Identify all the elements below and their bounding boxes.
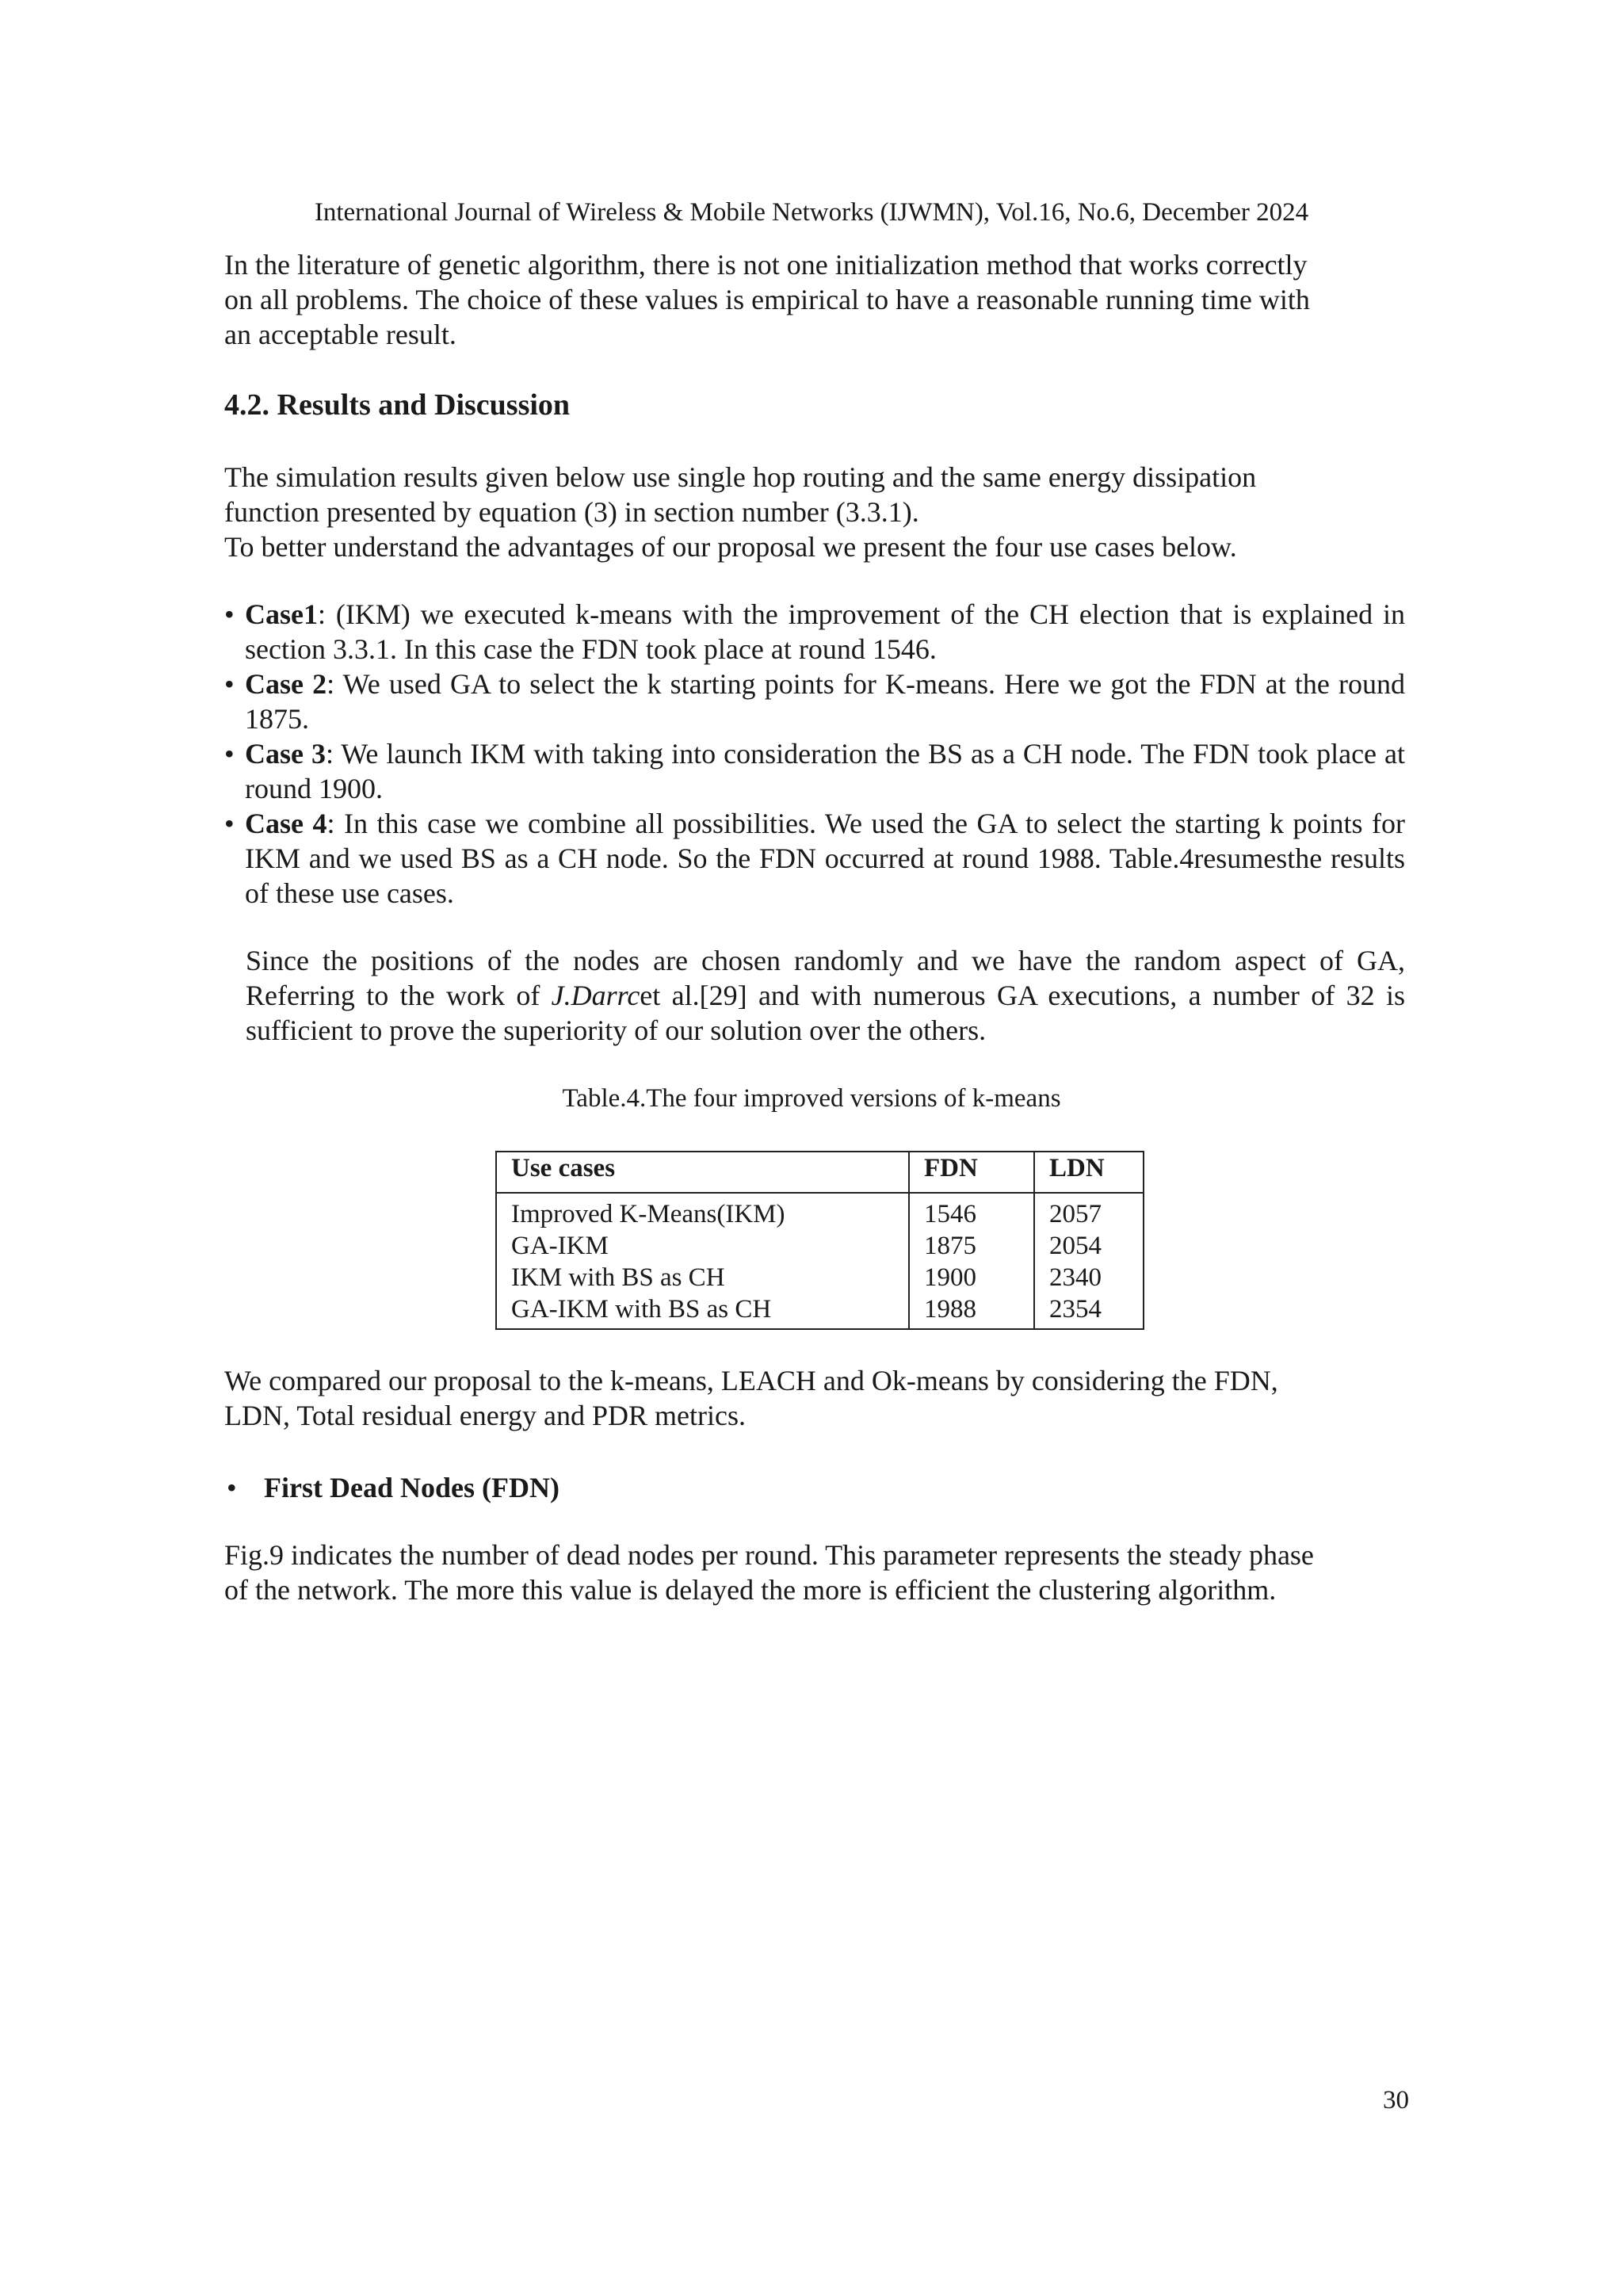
case-label: Case 4	[245, 808, 327, 839]
table-caption: Table.4.The four improved versions of k-means	[562, 1084, 1061, 1113]
page-number: 30	[1383, 2086, 1409, 2115]
table-row	[496, 1293, 1144, 1329]
random-paragraph: Since the positions of the nodes are chosen randomly and we have the random aspect of GA, Referring to the work of J.Darrcet al.[29] and with numerous GA executions, a number of 32 is sufficient to prove the superiority of our solution over the others.	[246, 945, 1405, 1046]
compare-line: LDN, Total residual energy and PDR metrics.	[224, 1400, 747, 1431]
case-label: Case 3	[245, 738, 326, 770]
case-text: : We used GA to select the k starting points for K-means. Here we got the FDN at the round 1875.	[245, 668, 1405, 735]
table-cell: Improved K-Means(IKM)	[496, 1193, 909, 1230]
simulation-paragraph	[224, 460, 1405, 564]
table-cell: GA-IKM with BS as CH	[496, 1293, 909, 1329]
intro-line: on all problems. The choice of these values is empirical to have a reasonable running time with	[224, 284, 1310, 315]
case-text: : (IKM) we executed k-means with the improvement of the CH election that is explained in section 3.3.1. In this case the FDN took place at round 1546.	[245, 598, 1405, 665]
journal-header: International Journal of Wireless & Mobile Networks (IJWMN), Vol.16, No.6, December 2024	[314, 198, 1309, 227]
table-cell: 2354	[1034, 1293, 1144, 1329]
column-header: FDN	[909, 1152, 1034, 1193]
use-case-item	[224, 736, 1405, 806]
use-case-item	[224, 667, 1405, 736]
fig-line: of the network. The more this value is delayed the more is efficient the clustering algorithm.	[224, 1574, 1277, 1606]
table-cell: IKM with BS as CH	[496, 1262, 909, 1293]
case-text: : We launch IKM with taking into consideration the BS as a CH node. The FDN took place at round 1900.	[245, 738, 1405, 804]
table-cell: 2340	[1034, 1262, 1144, 1293]
sim-line: To better understand the advantages of our proposal we present the four use cases below.	[224, 531, 1237, 563]
bullet-icon: •	[224, 598, 235, 630]
use-case-item	[224, 597, 1405, 667]
intro-line: In the literature of genetic algorithm, there is not one initialization method that works correctly	[224, 249, 1308, 281]
table-row	[496, 1230, 1144, 1262]
case-text: : In this case we combine all possibilities. We used the GA to select the starting k points for IKM and we used BS as a CH node. So the FDN occurred at round 1988. Table.4resumesthe results of these use cases.	[245, 808, 1405, 909]
column-header: LDN	[1034, 1152, 1144, 1193]
table-cell: 1988	[909, 1293, 1034, 1329]
section-heading: 4.2. Results and Discussion	[224, 388, 571, 422]
bullet-icon: •	[227, 1472, 237, 1503]
table-cell: 1900	[909, 1262, 1034, 1293]
case-label: Case1	[245, 598, 318, 630]
fdn-heading-text: First Dead Nodes (FDN)	[264, 1472, 559, 1503]
results-table	[495, 1151, 1144, 1330]
column-header: Use cases	[496, 1152, 909, 1193]
fig-line: Fig.9 indicates the number of dead nodes per round. This parameter represents the steady phase	[224, 1539, 1314, 1571]
use-case-item	[224, 806, 1405, 911]
table-row	[496, 1193, 1144, 1230]
bullet-icon: •	[224, 808, 235, 839]
compare-line: We compared our proposal to the k-means, LEACH and Ok-means by considering the FDN,	[224, 1365, 1278, 1396]
table-cell: 2057	[1034, 1193, 1144, 1230]
use-case-list	[224, 597, 1405, 911]
comparison-paragraph	[224, 1363, 1405, 1433]
table-cell: 1875	[909, 1230, 1034, 1262]
case-label: Case 2	[245, 668, 327, 700]
intro-line: an acceptable result.	[224, 319, 456, 350]
sim-line: The simulation results given below use single hop routing and the same energy dissipation	[224, 461, 1257, 493]
table-row	[496, 1262, 1144, 1293]
table-header-row	[496, 1152, 1144, 1193]
bullet-icon: •	[224, 738, 235, 770]
table-cell: 2054	[1034, 1230, 1144, 1262]
table-cell: 1546	[909, 1193, 1034, 1230]
sim-line: function presented by equation (3) in section number (3.3.1).	[224, 496, 919, 528]
table-cell: GA-IKM	[496, 1230, 909, 1262]
cited-author: J.Darrc	[551, 980, 640, 1011]
fig-paragraph	[224, 1538, 1405, 1607]
bullet-icon: •	[224, 668, 235, 700]
intro-paragraph	[224, 247, 1405, 352]
